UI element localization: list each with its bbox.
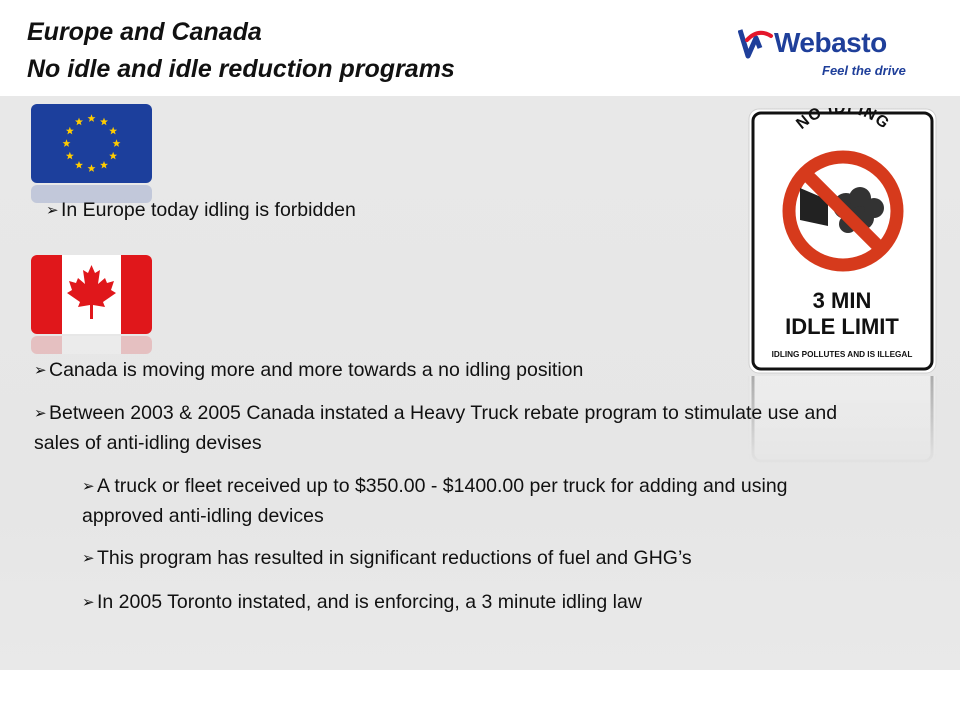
sub-bullet-item xyxy=(82,544,852,574)
webasto-logo xyxy=(738,26,918,82)
bullet-text: In 2005 Toronto instated, and is enforcing, a 3 minute idling law xyxy=(97,591,642,613)
bullet-text: Canada is moving more and more towards a no idling position xyxy=(49,359,584,381)
webasto-logo-mark-icon xyxy=(738,26,778,60)
sign-line-2: IDLE LIMIT xyxy=(785,314,899,339)
eu-flag-icon xyxy=(31,104,152,183)
slide-title xyxy=(27,14,707,88)
logo-tagline: Feel the drive xyxy=(822,63,906,78)
bullet-item xyxy=(46,196,666,226)
canada-flag-icon xyxy=(31,255,152,334)
title-line-2: No idle and idle reduction programs xyxy=(27,55,455,83)
bullet-text: A truck or fleet received up to $350.00 - $1400.00 per truck for adding and using approved anti-idling devices xyxy=(82,475,788,527)
arrow-bullet-icon: ➢ xyxy=(46,201,59,219)
logo-wordmark: Webasto xyxy=(774,27,887,58)
arrow-bullet-icon: ➢ xyxy=(82,593,95,611)
sub-bullet-item xyxy=(82,472,852,531)
sign-header: NO IDLING xyxy=(793,108,893,133)
sub-bullet-item xyxy=(82,588,852,618)
bullet-text: Between 2003 & 2005 Canada instated a Heavy Truck rebate program to stimulate use and sales of anti-idling devises xyxy=(34,402,838,454)
arrow-bullet-icon: ➢ xyxy=(34,361,47,379)
no-idling-sign xyxy=(748,108,937,374)
arrow-bullet-icon: ➢ xyxy=(34,404,47,422)
bullet-item xyxy=(34,399,844,458)
arrow-bullet-icon: ➢ xyxy=(82,549,95,567)
bullet-item xyxy=(34,356,744,386)
sign-line-1: 3 MIN xyxy=(812,288,872,313)
arrow-bullet-icon: ➢ xyxy=(82,477,95,495)
title-line-1: Europe and Canada xyxy=(27,18,262,46)
sign-footer: IDLING POLLUTES AND IS ILLEGAL xyxy=(771,350,913,359)
bullet-text: In Europe today idling is forbidden xyxy=(61,199,356,221)
canada-flag-reflection xyxy=(31,336,152,354)
bullet-text: This program has resulted in significant reductions of fuel and GHG’s xyxy=(97,547,692,569)
